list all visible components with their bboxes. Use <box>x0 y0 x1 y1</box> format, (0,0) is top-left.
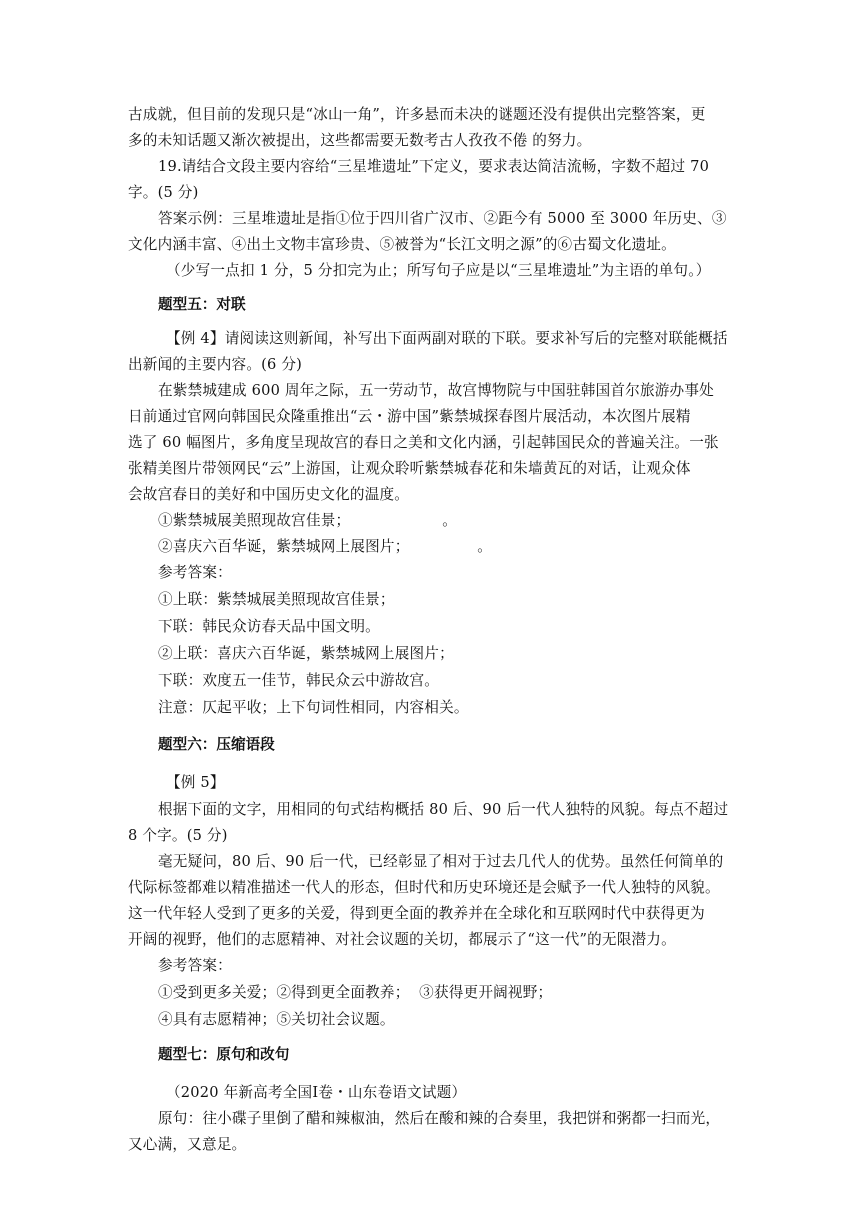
example-5-title: 【例 5】 <box>166 774 225 791</box>
reference-answer-label: 参考答案： <box>158 564 232 581</box>
paragraph-line: 代际标签都难以精准描述一代人的形态，但时代和历史环境还是会赋予一代人独特的风貌。 <box>128 879 720 896</box>
paragraph-line: 选了 60 幅图片，多角度呈现故宫的春日之美和文化内涵，引起韩国民众的普遍关注。一张 <box>128 434 719 451</box>
paragraph-line: 多的未知话题又渐次被提出，这些都需要无数考古人孜孜不倦 的努力。 <box>128 132 592 149</box>
paragraph-line: 会故宫春日的美好和中国历史文化的温度。 <box>128 486 410 503</box>
answer-line: ①受到更多关爱；②得到更全面教养； ③获得更开阔视野； <box>158 984 553 1001</box>
section-heading-6: 题型六：压缩语段 <box>158 736 275 753</box>
paragraph-line: 文化内涵丰富、④出土文物丰富珍贵、⑤被誉为“长江文明之源”的⑥古蜀文化遗址。 <box>128 236 676 253</box>
scoring-note: （少写一点扣 1 分，5 分扣完为止；所写句子应是以“三星堆遗址”为主语的单句。） <box>166 262 711 279</box>
answer-sample: 答案示例：三星堆遗址是指①位于四川省广汉市、②距今有 5000 至 3000 年历史、③ <box>158 210 727 227</box>
note-line: 注意：仄起平收；上下句词性相同，内容相关。 <box>158 699 469 716</box>
paragraph-line: 古成就，但目前的发现只是“冰山一角”，许多悬而未决的谜题还没有提供出完整答案，更 <box>128 106 706 123</box>
passage-line: 毫无疑问，80 后、90 后一代，已经彰显了相对于过去几代人的优势。虽然任何简单的 <box>158 853 724 870</box>
answer-line: 下联：韩民众访春天品中国文明。 <box>158 618 380 635</box>
answer-line: ②上联：喜庆六百华诞，紫禁城网上展图片； <box>158 645 454 662</box>
answer-line: 下联：欢度五一佳节，韩民众云中游故宫。 <box>158 672 440 689</box>
paragraph-line: 又心满，又意足。 <box>128 1136 247 1153</box>
paragraph-line: 这一代年轻人受到了更多的关爱，得到更全面的教养并在全球化和互联网时代中获得更为 <box>128 905 705 922</box>
paragraph-line: 张精美图片带领网民“云”上游国，让观众聆听紫禁城春花和朱墙黄瓦的对话，让观众体 <box>128 460 691 477</box>
paragraph-line: 8 个字。(5 分) <box>128 827 228 844</box>
reference-answer-label: 参考答案： <box>158 957 232 974</box>
section-heading-7: 题型七：原句和改句 <box>158 1046 290 1063</box>
paragraph-line: 日前通过官网向韩国民众隆重推出“云・游中国”紫禁城探春图片展活动，本次图片展精 <box>128 408 691 425</box>
answer-line: ④具有志愿精神；⑤关切社会议题。 <box>158 1011 395 1028</box>
exam-source: （2020 年新高考全国Ⅰ卷・山东卷语文试题） <box>166 1084 467 1101</box>
news-paragraph: 在紫禁城建成 600 周年之际，五一劳动节，故宫博物院与中国驻韩国首尔旅游办事处 <box>158 382 714 399</box>
question-19: 19.请结合文段主要内容给“三星堆遗址”下定义，要求表达简洁流畅，字数不超过 70 <box>158 158 710 175</box>
section-heading-5: 题型五：对联 <box>158 296 246 313</box>
paragraph-line: 出新闻的主要内容。(6 分) <box>128 356 303 373</box>
original-sentence: 原句：往小碟子里倒了醋和辣椒油，然后在酸和辣的合奏里，我把饼和粥都一扫而光， <box>158 1110 721 1127</box>
answer-line: ①上联：紫禁城展美照现故宫佳景； <box>158 591 395 608</box>
couplet-1: ①紫禁城展美照现故宫佳景； 。 <box>158 512 458 529</box>
paragraph-line: 开阔的视野，他们的志愿精神、对社会议题的关切，都展示了“这一代”的无限潜力。 <box>128 931 676 948</box>
paragraph-line: 字。(5 分) <box>128 184 199 201</box>
example-4-title: 【例 4】请阅读这则新闻，补写出下面两副对联的下联。要求补写后的完整对联能概括 <box>166 330 728 347</box>
question-line: 根据下面的文字，用相同的句式结构概括 80 后、90 后一代人独特的风貌。每点不超过 <box>158 801 729 818</box>
couplet-2: ②喜庆六百华诞，紫禁城网上展图片； 。 <box>158 538 493 555</box>
